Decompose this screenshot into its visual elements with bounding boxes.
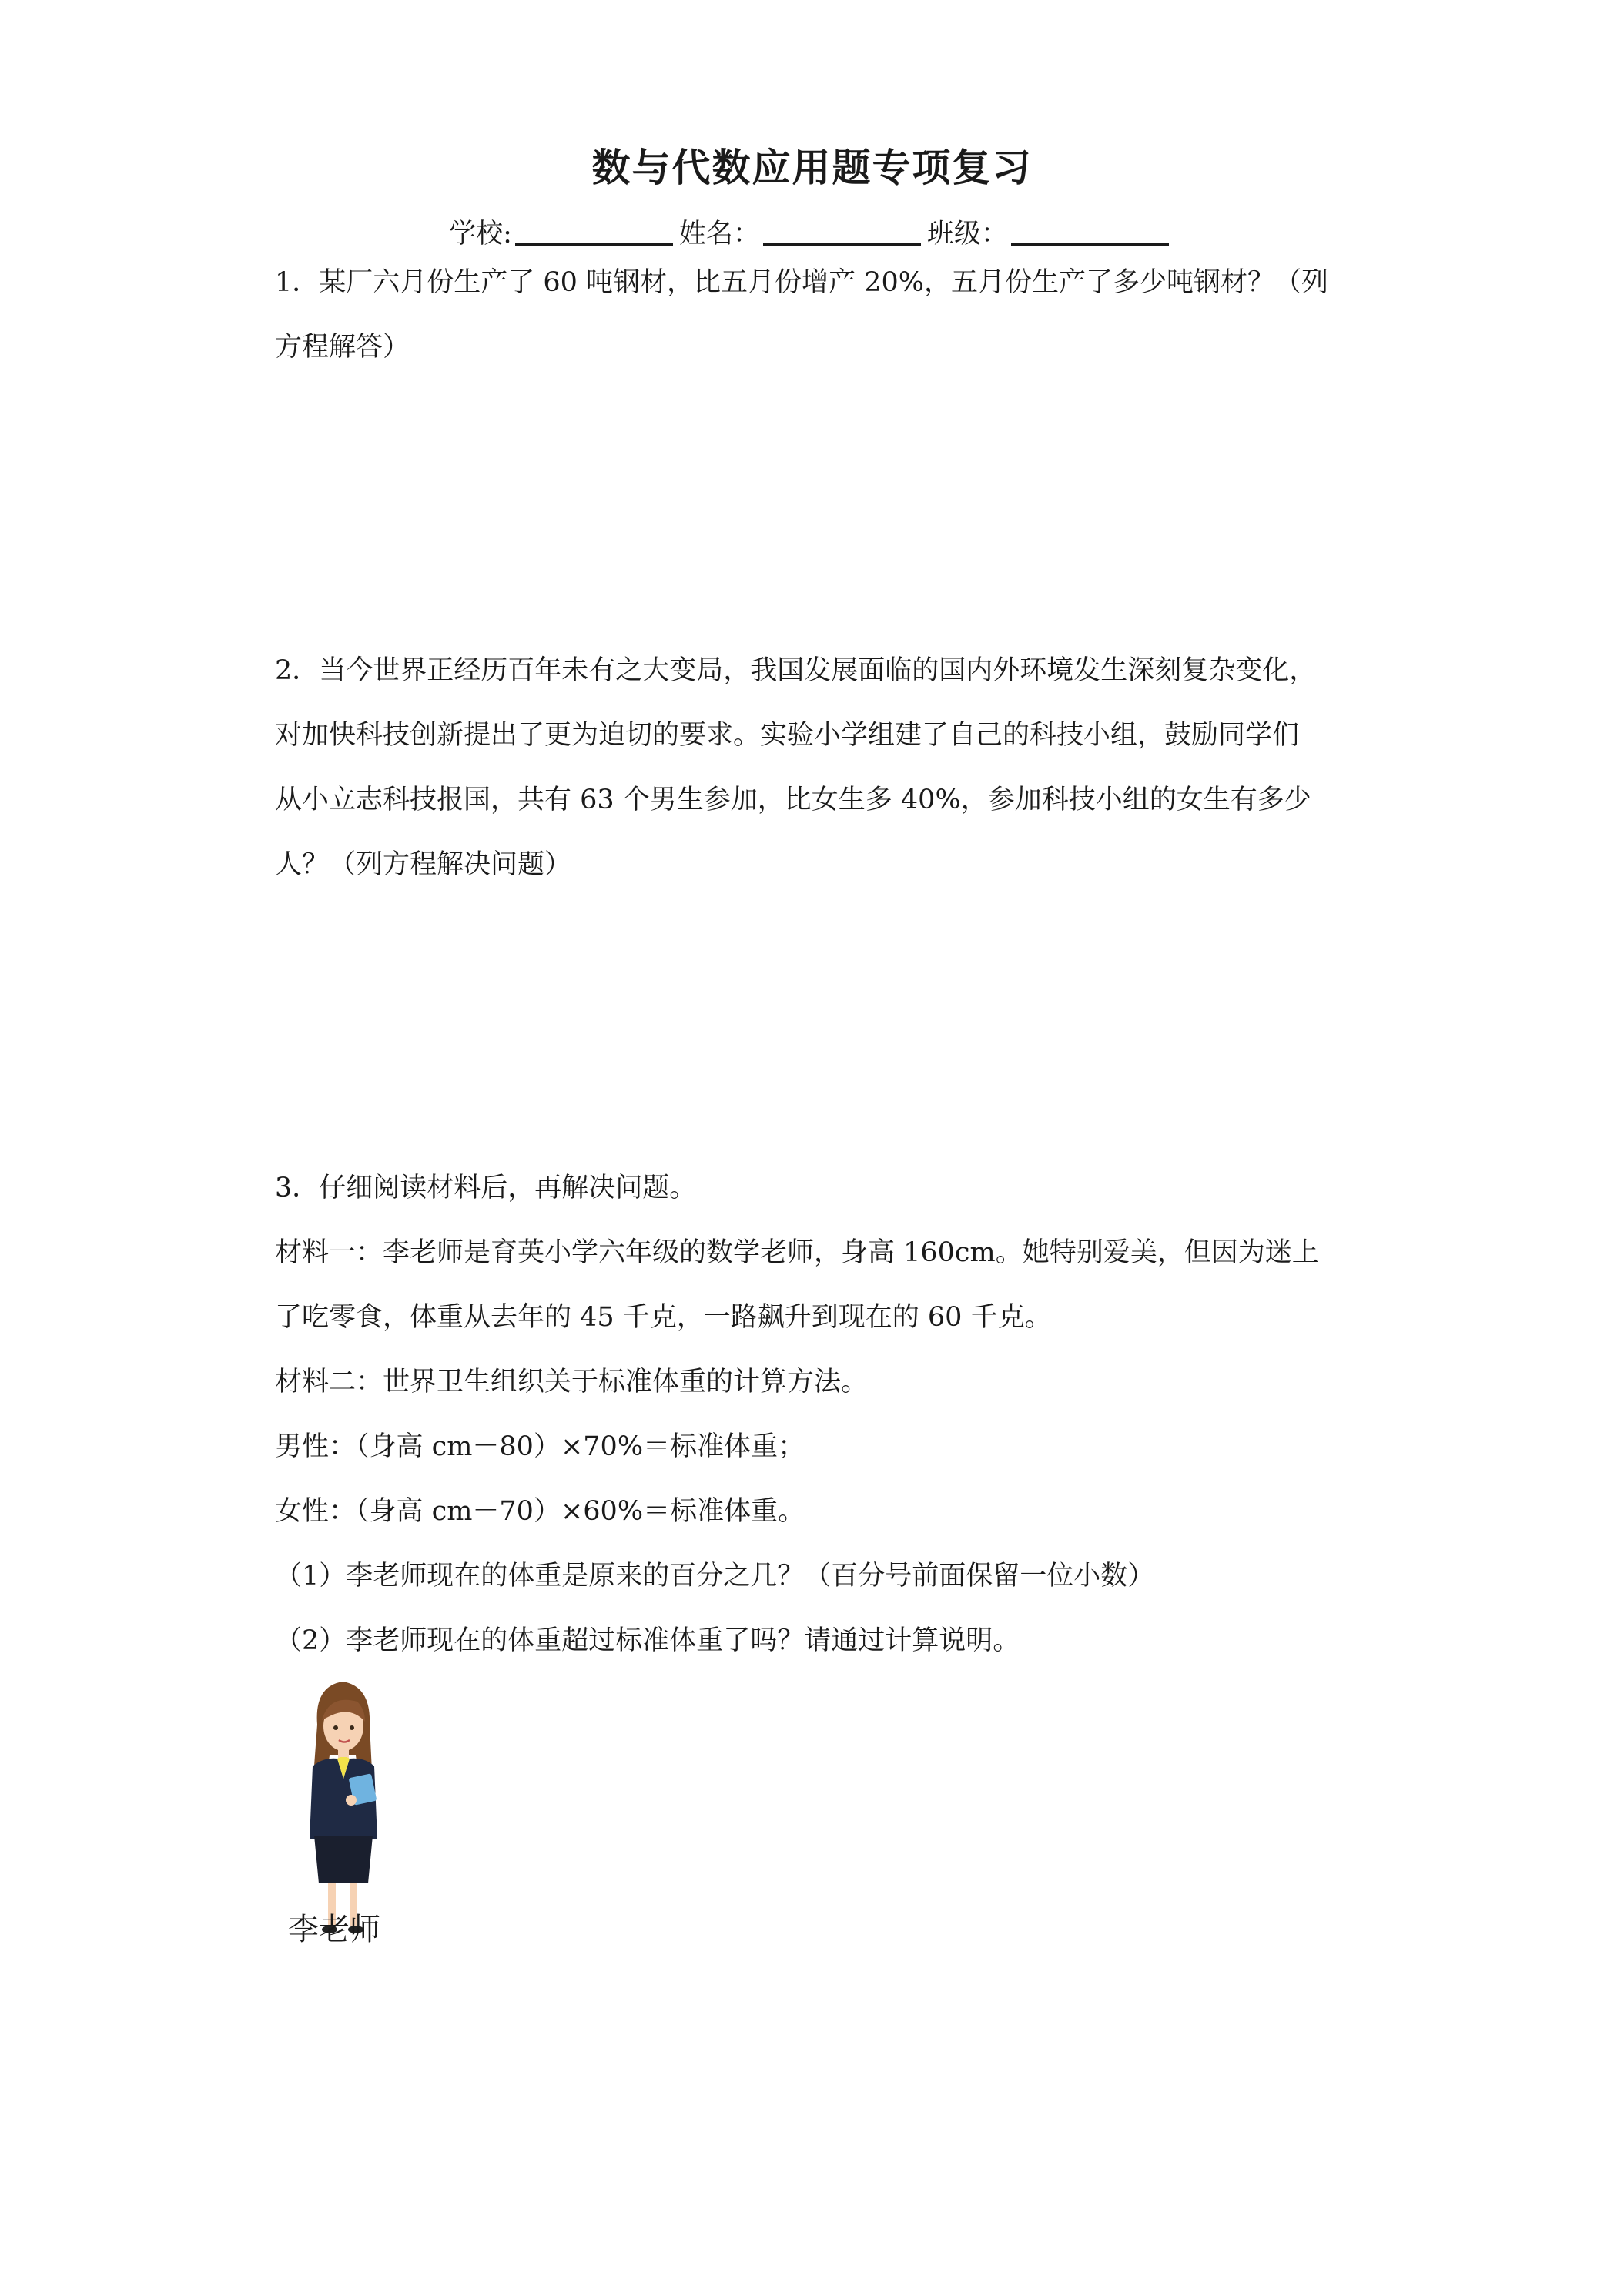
- question-2-line-3: 从小立志科技报国，共有 63 个男生参加，比女生多 40%，参加科技小组的女生有多少: [275, 785, 1311, 815]
- school-label: 学校:: [449, 219, 512, 249]
- name-label: 姓名：: [678, 219, 760, 249]
- sub-question-1: （1）李老师现在的体重是原来的百分之几？（百分号前面保留一位小数）: [275, 1561, 1155, 1591]
- teacher-name-label: 李老师: [288, 1912, 380, 1947]
- question-1-line-2: 方程解答）: [275, 332, 410, 363]
- material-1-line-1: 材料一：李老师是育英小学六年级的数学老师，身高 160cm。她特别爱美，但因为迷上: [275, 1237, 1319, 1268]
- formula-male: 男性：（身高 cm－80）×70%＝标准体重；: [275, 1431, 805, 1462]
- question-2-line-1: 2．当今世界正经历百年未有之大变局，我国发展面临的国内外环境发生深刻复杂变化，: [275, 655, 1317, 686]
- formula-female: 女性：（身高 cm－70）×60%＝标准体重。: [275, 1496, 805, 1527]
- question-2-line-2: 对加快科技创新提出了更为迫切的要求。实验小学组建了自己的科技小组，鼓励同学们: [275, 720, 1300, 751]
- class-blank[interactable]: [1011, 217, 1169, 246]
- school-blank[interactable]: [515, 217, 673, 246]
- page-title: 数与代数应用题专项复习: [591, 146, 1033, 190]
- question-3-intro: 3．仔细阅读材料后，再解决问题。: [275, 1173, 697, 1203]
- class-label: 班级：: [926, 219, 1008, 249]
- material-1-line-2: 了吃零食，体重从去年的 45 千克，一路飙升到现在的 60 千克。: [275, 1302, 1052, 1333]
- question-1-line-1: 1．某厂六月份生产了 60 吨钢材，比五月份增产 20%，五月份生产了多少吨钢材？（列: [275, 267, 1328, 298]
- student-info-line: [0, 213, 1624, 251]
- sub-question-2: （2）李老师现在的体重超过标准体重了吗？请通过计算说明。: [275, 1625, 1020, 1656]
- material-2: 材料二：世界卫生组织关于标准体重的计算方法。: [275, 1367, 869, 1397]
- name-blank[interactable]: [763, 217, 921, 246]
- question-2-line-4: 人？（列方程解决问题）: [275, 849, 572, 880]
